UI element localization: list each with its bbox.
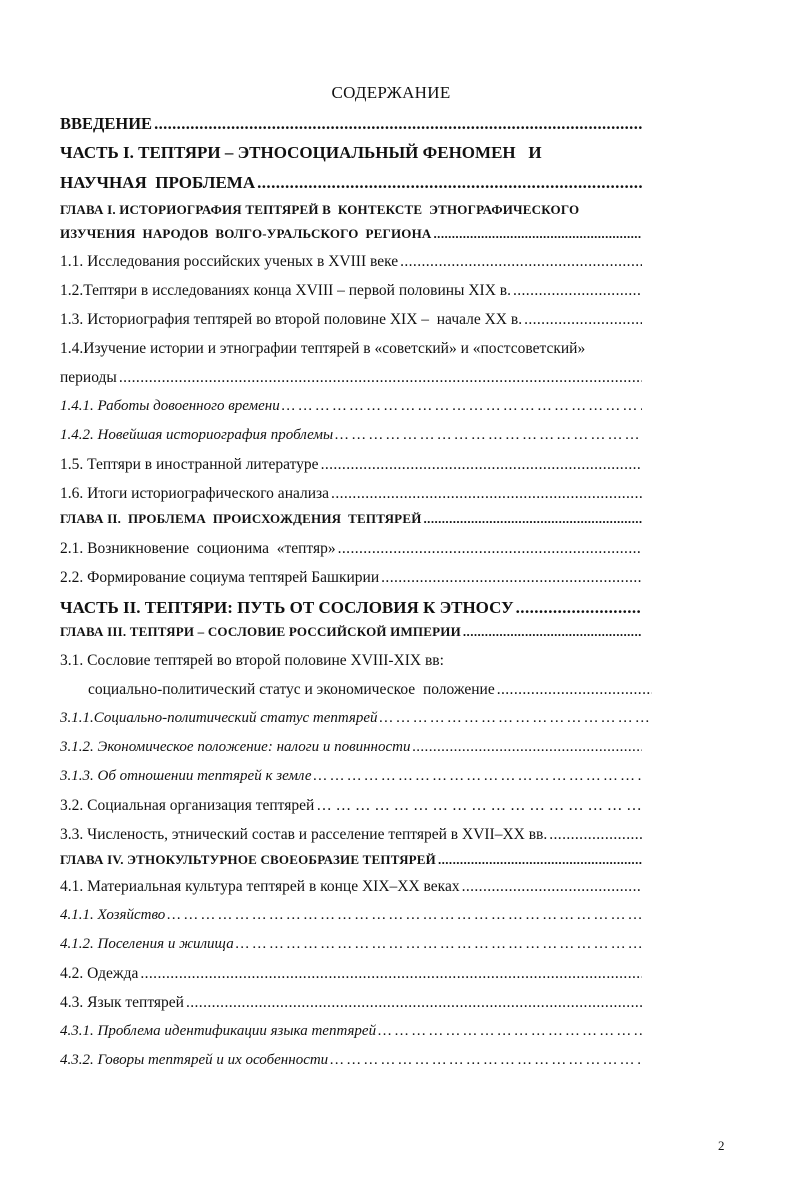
toc-entry-label: НАУЧНАЯ ПРОБЛЕМА [60,173,256,192]
dot-leader [117,369,642,387]
dot-leader [376,1023,642,1040]
toc-entry-label: 2.1. Возникновение соционима «тептяр» [60,540,336,557]
dot-leader [422,511,642,527]
toc-entry-1-5 [60,456,642,485]
toc-entry-1-1 [60,253,642,282]
dot-leader [495,681,652,699]
dot-leader [255,173,642,193]
toc-entry-part-1-cont [60,173,642,202]
toc-entry-label: 3.1. Сословие тептярей во второй половине XVIII-XIX вв: [60,652,444,669]
toc-entry-chapter-1 [60,202,642,226]
toc-entry-1-6 [60,485,642,511]
dot-leader [328,1052,642,1069]
page-title: СОДЕРЖАНИЕ [331,83,451,102]
toc-entry-part-2 [60,598,642,624]
toc-entry-3-1-2 [60,739,642,768]
dot-leader [319,456,642,474]
toc-entry-4-1-2 [60,936,642,965]
toc-entry-3-1-3 [60,768,642,797]
toc-entry-chapter-4 [60,852,642,878]
toc-entry-label: социально-политический статус и экономическое положение [88,681,495,698]
toc-entry-label: 3.2. Социальная организация тептярей [60,797,315,814]
toc-entry-1-4 [60,340,642,369]
toc-entry-label: 3.1.3. Об отношении тептярей к земле [60,768,312,784]
toc-entry-label: 4.1.1. Хозяйство [60,907,166,923]
toc-entry-introduction [60,114,642,143]
dot-leader [378,710,650,727]
toc-entry-chapter-2 [60,511,642,540]
toc-entry-3-1-1 [60,710,650,739]
toc-entry-4-3-2 [60,1052,642,1081]
dot-leader [312,768,642,785]
toc-entry-4-1-1 [60,907,642,936]
toc-entry-label: ЧАСТЬ I. ТЕПТЯРИ – ЭТНОСОЦИАЛЬНЫЙ ФЕНОМЕН И [60,143,542,162]
toc-entry-label: 4.3.1. Проблема идентификации языка тептярей [60,1023,377,1039]
toc-entry-3-3 [60,826,642,852]
toc-entry-label: 4.3.2. Говоры тептярей и их особенности [60,1052,329,1068]
toc-entry-label: 1.2.Тептяри в исследованиях конца XVIII – первой половины XIX в. [60,282,511,299]
toc-entry-4-3 [60,994,642,1023]
toc-entry-label: 3.1.1.Социально-политический статус тептярей [60,710,378,726]
dot-leader [329,485,642,503]
toc-entry-label: ЧАСТЬ II. ТЕПТЯРИ: ПУТЬ ОТ СОСЛОВИЯ К ЭТНОСУ [60,598,514,617]
table-of-contents [60,114,642,1081]
toc-entry-label: ГЛАВА III. ТЕПТЯРИ – СОСЛОВИЕ РОССИЙСКОЙ ИМПЕРИИ [60,624,461,639]
toc-entry-label: периоды [60,369,117,386]
dot-leader [547,826,642,844]
toc-entry-label: 4.1.2. Поселения и жилища [60,936,234,952]
dot-leader [460,878,642,896]
toc-entry-label: 1.1. Исследования российских ученых в XVIII веке [60,253,399,270]
toc-entry-label: 1.4.1. Работы довоенного времени [60,398,280,414]
toc-entry-3-1 [60,652,642,681]
toc-entry-chapter-3 [60,624,642,652]
toc-entry-label: 3.3. Численость, этнический состав и расселение тептярей в XVII–XX вв. [60,826,548,843]
dot-leader [410,739,642,756]
toc-entry-label: 1.5. Тептяри в иностранной литературе [60,456,319,473]
dot-leader [152,114,642,134]
dot-leader [280,398,642,415]
dot-leader [522,311,642,329]
dot-leader [336,540,642,558]
toc-entry-4-2 [60,965,642,994]
toc-entry-label: 2.2. Формирование социума тептярей Башкирии [60,569,380,586]
toc-entry-1-4-2 [60,427,642,456]
dot-leader [514,598,642,618]
toc-entry-3-2 [60,797,642,826]
toc-entry-label: 4.1. Материальная культура тептярей в конце XIX–XX веках [60,878,460,895]
toc-entry-2-1 [60,540,642,569]
dot-leader [379,569,642,587]
toc-entry-label: 4.3. Язык тептярей [60,994,184,1011]
toc-entry-4-3-1 [60,1023,642,1052]
toc-entry-4-1 [60,878,642,907]
toc-entry-2-2 [60,569,642,598]
dot-leader [165,907,642,924]
toc-entry-label: 4.2. Одежда [60,965,139,982]
toc-entry-3-1-cont [60,681,652,710]
dot-leader [436,852,642,868]
toc-entry-label: 3.1.2. Экономическое положение: налоги и повинности [60,739,411,755]
toc-entry-label: ГЛАВА IV. ЭТНОКУЛЬТУРНОЕ СВОЕОБРАЗИЕ ТЕПТЯРЕЙ [60,852,436,867]
toc-entry-1-3 [60,311,642,340]
toc-entry-label: 1.3. Историография тептярей во второй половине XIX – начале XX в. [60,311,523,328]
dot-leader [511,282,642,300]
dot-leader [398,253,642,271]
toc-entry-label: ВВЕДЕНИЕ [60,114,153,133]
toc-entry-label: 1.4.Изучение истории и этнографии тептярей в «советский» и «постсоветский» [60,340,586,357]
dot-leader [333,427,642,444]
page-number: 2 [718,1138,725,1153]
toc-entry-label: 1.6. Итоги историографического анализа [60,485,330,502]
toc-entry-part-1 [60,143,642,173]
toc-entry-1-4-1 [60,398,642,427]
toc-entry-label: ИЗУЧЕНИЯ НАРОДОВ ВОЛГО-УРАЛЬСКОГО РЕГИОНА [60,226,432,241]
toc-entry-1-4-cont [60,369,642,398]
dot-leader [314,797,642,815]
toc-entry-label: ГЛАВА II. ПРОБЛЕМА ПРОИСХОЖДЕНИЯ ТЕПТЯРЕЙ [60,511,422,526]
dot-leader [184,994,642,1012]
dot-leader [234,936,642,953]
dot-leader [138,965,642,983]
dot-leader [432,226,642,242]
toc-entry-label: 1.4.2. Новейшая историография проблемы [60,427,334,443]
toc-entry-1-2 [60,282,642,311]
dot-leader [461,624,642,640]
toc-entry-label: ГЛАВА I. ИСТОРИОГРАФИЯ ТЕПТЯРЕЙ В КОНТЕКСТЕ ЭТНОГРАФИЧЕСКОГО [60,202,580,217]
toc-entry-chapter-1-cont [60,226,642,253]
